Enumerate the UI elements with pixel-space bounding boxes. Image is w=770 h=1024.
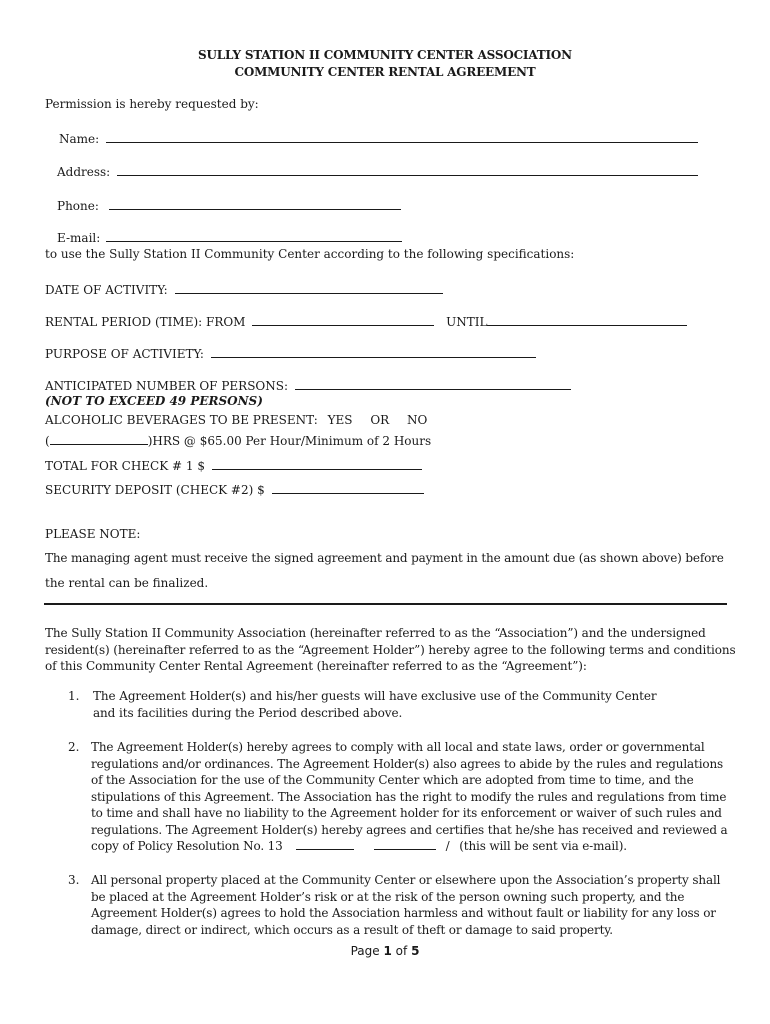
item-3-line: be placed at the Agreement Holder’s risk or at the risk of the person owning such property, and the xyxy=(91,889,685,904)
hours-rate-text: )HRS @ $65.00 Per Hour/Minimum of 2 Hours xyxy=(147,434,432,448)
agreement-intro-line: resident(s) (hereinafter referred to as the “Agreement Holder”) hereby agree to the following terms and conditions xyxy=(45,642,736,657)
phone-field[interactable] xyxy=(109,198,401,210)
item-2-line: regulations. The Agreement Holder(s) hereby agrees and certifies that he/she has received and reviewed a xyxy=(91,822,728,837)
document-subtitle: COMMUNITY CENTER RENTAL AGREEMENT xyxy=(234,65,536,79)
item-2-line: regulations and/or ordinances. The Agreement Holder(s) also agrees to abide by the rules and regulations xyxy=(91,756,724,771)
policy-slash: / xyxy=(445,839,450,853)
note-line-2: the rental can be finalized. xyxy=(45,576,209,590)
rental-period-row xyxy=(45,314,687,330)
purpose-label: PURPOSE OF ACTIVIETY: xyxy=(45,347,204,361)
address-label: Address: xyxy=(57,165,111,179)
agreement-intro xyxy=(45,625,736,675)
address-row xyxy=(57,164,698,180)
item-3-number: 3. xyxy=(68,873,80,887)
rental-from-label: RENTAL PERIOD (TIME): FROM xyxy=(45,315,246,329)
persons-label: ANTICIPATED NUMBER OF PERSONS: xyxy=(45,379,289,393)
date-row xyxy=(45,282,443,298)
total-field[interactable] xyxy=(212,458,422,470)
rental-until-field[interactable] xyxy=(487,314,687,326)
alcohol-label: ALCOHOLIC BEVERAGES TO BE PRESENT: xyxy=(45,413,318,427)
alcohol-no-option[interactable]: NO xyxy=(407,413,428,427)
until-label: UNTIL xyxy=(446,315,488,329)
item-1-line: The Agreement Holder(s) and his/her guests will have exclusive use of the Community Center xyxy=(93,689,657,703)
item-2-line: to time and shall have no liability to the Agreement holder for its enforcement or waiver of such rules and xyxy=(91,806,722,820)
hours-field[interactable] xyxy=(50,433,148,445)
deposit-row xyxy=(45,482,424,498)
item-2-line: The Agreement Holder(s) hereby agrees to comply with all local and state laws, order or governmental xyxy=(91,740,705,754)
deposit-label: SECURITY DEPOSIT (CHECK #2) $ xyxy=(45,483,265,497)
date-field[interactable] xyxy=(175,282,443,294)
email-row xyxy=(57,230,402,246)
agreement-intro-line: of this Community Center Rental Agreement (hereinafter referred to as the “Agreement”): xyxy=(45,659,587,673)
purpose-row xyxy=(45,346,536,362)
item-1-text xyxy=(93,688,656,721)
alcohol-or-text: OR xyxy=(370,413,390,427)
use-statement: to use the Sully Station II Community Center according to the following specifications: xyxy=(45,247,575,261)
address-field[interactable] xyxy=(117,164,698,176)
item-3-text xyxy=(91,872,720,938)
name-field[interactable] xyxy=(106,131,698,143)
email-label: E-mail: xyxy=(57,231,101,245)
item-2-line: stipulations of this Agreement. The Association has the right to modify the rules and regulations from time xyxy=(91,789,727,804)
name-row xyxy=(59,131,698,147)
hours-row xyxy=(45,433,431,449)
item-2-text xyxy=(91,739,728,855)
permission-intro: Permission is hereby requested by: xyxy=(45,97,259,111)
section-divider xyxy=(44,603,727,605)
deposit-field[interactable] xyxy=(272,482,424,494)
persons-limit-note: (NOT TO EXCEED 49 PERSONS) xyxy=(45,394,263,408)
item-3-line: All personal property placed at the Community Center or elsewhere upon the Association’s property shall xyxy=(91,873,721,887)
item-2-last-line xyxy=(91,838,728,855)
of-word: of xyxy=(395,944,408,958)
phone-row xyxy=(57,198,401,214)
alcohol-row xyxy=(45,413,427,428)
item-2-line: of the Association for the use of the Community Center which are adopted from time to time, and the xyxy=(91,773,694,787)
item-1-line: and its facilities during the Period described above. xyxy=(93,705,403,720)
page-footer xyxy=(0,944,770,958)
rental-from-field[interactable] xyxy=(252,314,434,326)
note-line-1: The managing agent must receive the signed agreement and payment in the amount due (as shown above) before xyxy=(45,551,724,565)
policy-initial-field-1[interactable] xyxy=(296,838,354,850)
alcohol-yes-option[interactable]: YES xyxy=(327,413,353,427)
persons-row xyxy=(45,378,571,394)
date-label: DATE OF ACTIVITY: xyxy=(45,283,168,297)
hours-open-paren: ( xyxy=(45,434,50,448)
document-title: SULLY STATION II COMMUNITY CENTER ASSOCIATION xyxy=(198,48,572,62)
email-field[interactable] xyxy=(106,230,402,242)
persons-field[interactable] xyxy=(295,378,571,390)
phone-label: Phone: xyxy=(57,199,99,213)
page-word: Page xyxy=(350,944,380,958)
purpose-field[interactable] xyxy=(211,346,536,358)
page-total: 5 xyxy=(411,944,420,958)
item-1-number: 1. xyxy=(68,689,80,703)
please-note-heading: PLEASE NOTE: xyxy=(45,527,141,541)
policy-resolution-text: copy of Policy Resolution No. 13 xyxy=(91,839,283,853)
page-number: 1 xyxy=(383,944,392,958)
policy-email-note: (this will be sent via e-mail). xyxy=(459,839,627,853)
item-3-line: damage, direct or indirect, which occurs as a result of theft or damage to said property. xyxy=(91,922,613,937)
policy-initial-field-2[interactable] xyxy=(374,838,436,850)
total-row xyxy=(45,458,422,474)
total-label: TOTAL FOR CHECK # 1 $ xyxy=(45,459,205,473)
item-2-number: 2. xyxy=(68,740,80,754)
agreement-intro-line: The Sully Station II Community Association (hereinafter referred to as the “Association”) and the undersigned xyxy=(45,626,706,640)
name-label: Name: xyxy=(59,132,100,146)
item-3-line: Agreement Holder(s) agrees to hold the Association harmless and without fault or liability for any loss or xyxy=(91,906,716,920)
